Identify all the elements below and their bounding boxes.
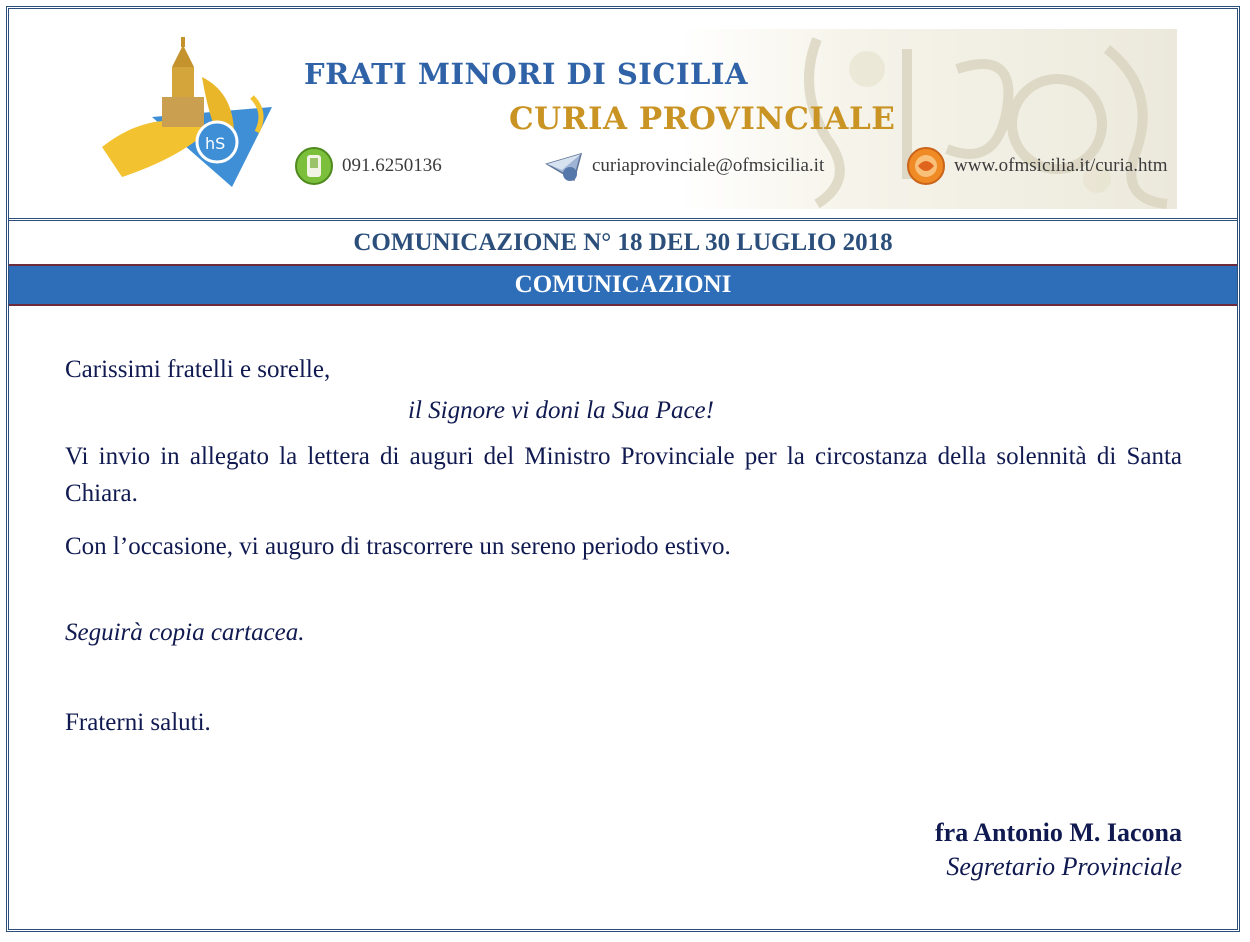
- email-address[interactable]: curiaprovinciale@ofmsicilia.it: [592, 155, 825, 176]
- website-contact[interactable]: [906, 146, 1168, 186]
- copy-note: Seguirà copia cartacea.: [65, 619, 305, 646]
- communication-title: COMUNICAZIONE N° 18 DEL 30 LUGLIO 2018: [353, 229, 893, 256]
- signature-name: fra Antonio M. Iacona: [935, 818, 1182, 847]
- website-url[interactable]: www.ofmsicilia.it/curia.htm: [954, 155, 1168, 176]
- phone-contact: [294, 146, 442, 186]
- section-bar: COMUNICAZIONI: [9, 264, 1237, 306]
- paragraph-auguri: Con l’occasione, vi auguro di trascorrere un sereno periodo estivo.: [65, 533, 731, 560]
- greeting: Carissimi fratelli e sorelle,: [65, 356, 331, 383]
- web-icon: [906, 146, 946, 186]
- contact-row: [294, 146, 1168, 186]
- signature-role: Segretario Provinciale: [946, 852, 1182, 881]
- friary-logo-icon: [92, 37, 292, 205]
- letterhead-title-line2: CURIA PROVINCIALE: [509, 101, 896, 137]
- letterhead-banner: [72, 29, 1177, 209]
- blessing: il Signore vi doni la Sua Pace!: [408, 397, 714, 424]
- phone-icon: [294, 146, 334, 186]
- phone-number: 091.6250136: [342, 155, 442, 176]
- paragraph-allegato: Vi invio in allegato la lettera di auguri del Ministro Provinciale per la circostanza della solennità di Santa Chiara.: [65, 443, 1182, 507]
- svg-text:hS: hS: [205, 134, 226, 153]
- letterhead-title-line1: FRATI MINORI DI SICILIA: [304, 57, 748, 91]
- email-contact[interactable]: [544, 146, 824, 186]
- email-icon: [544, 146, 584, 186]
- letterhead: [9, 9, 1237, 221]
- closing: Fraterni saluti.: [65, 709, 211, 736]
